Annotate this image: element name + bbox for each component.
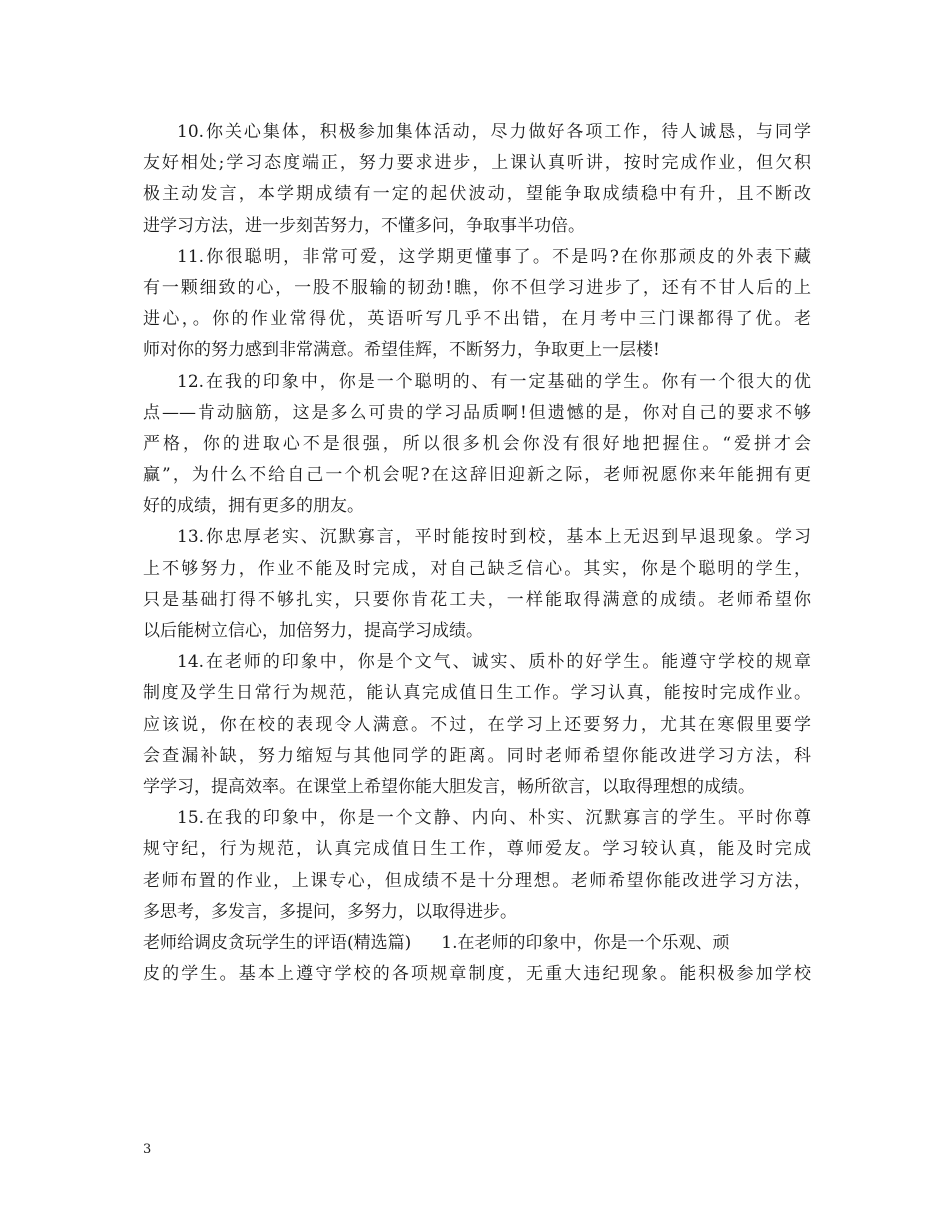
page-number: 3 [143, 1142, 152, 1157]
comment-paragraph [143, 803, 811, 928]
paragraph-line: 会查漏补缺，努力缩短与其他同学的距离。同时老师希望你能改进学习方法，科 [143, 745, 811, 766]
paragraph-line: 有一颗细致的心，一股不服输的韧劲!瞧，你不但学习进步了，还有不甘人后的上 [143, 277, 811, 298]
section-heading-line [143, 928, 811, 959]
comment-paragraph [143, 367, 811, 523]
paragraph-line: 师对你的努力感到非常满意。希望佳辉，不断努力，争取更上一层楼! [143, 340, 660, 361]
comment-paragraph [143, 522, 811, 647]
paragraph-line: 友好相处;学习态度端正，努力要求进步，上课认真听讲，按时完成作业，但欠积 [143, 153, 811, 174]
section-continuation-line: 皮的学生。基本上遵守学校的各项规章制度，无重大违纪现象。能积极参加学校 [143, 964, 811, 985]
paragraph-line: 赢”，为什么不给自己一个机会呢?在这辞旧迎新之际，老师祝愿你来年能拥有更 [143, 465, 811, 486]
paragraph-line: 制度及学生日常行为规范，能认真完成值日生工作。学习认真，能按时完成作业。 [143, 683, 811, 704]
paragraph-line: 多思考，多发言，多提问，多努力，以取得进步。 [143, 901, 517, 922]
paragraph-line: 好的成绩，拥有更多的朋友。 [143, 496, 364, 517]
paragraph-line: 老师布置的作业，上课专心，但成绩不是十分理想。老师希望你能改进学习方法， [143, 870, 811, 891]
paragraph-line: 规守纪，行为规范，认真完成值日生工作，尊师爱友。学习较认真，能及时完成 [143, 839, 811, 860]
section-heading: 老师给调皮贪玩学生的评语(精选篇) [143, 933, 412, 954]
paragraph-line: 15.在我的印象中，你是一个文静、内向、朴实、沉默寡言的学生。平时你尊 [177, 808, 811, 829]
comment-paragraph [143, 647, 811, 803]
paragraph-line: 点——肯动脑筋，这是多么可贵的学习品质啊!但遗憾的是，你对自己的要求不够 [143, 402, 811, 423]
paragraph-line: 严格，你的进取心不是很强，所以很多机会你没有很好地把握住。“爱拼才会 [143, 433, 811, 454]
paragraph-line: 以后能树立信心，加倍努力，提高学习成绩。 [143, 621, 483, 641]
document-body [143, 117, 811, 928]
paragraph-line: 应该说，你在校的表现令人满意。不过，在学习上还要努力，尤其在寒假里要学 [143, 714, 811, 735]
comment-paragraph [143, 117, 811, 242]
paragraph-line: 上不够努力，作业不能及时完成，对自己缺乏信心。其实，你是个聪明的学生， [143, 558, 811, 579]
paragraph-line: 12.在我的印象中，你是一个聪明的、有一定基础的学生。你有一个很大的优 [177, 371, 811, 392]
paragraph-line: 进心，。你的作业常得优，英语听写几乎不出错，在月考中三门课都得了优。老 [143, 309, 811, 330]
paragraph-line: 11.你很聪明，非常可爱，这学期更懂事了。不是吗?在你那顽皮的外表下藏 [177, 246, 811, 267]
comment-paragraph [143, 242, 811, 367]
paragraph-line: 进学习方法，进一步刻苦努力，不懂多问，争取事半功倍。 [143, 215, 585, 236]
paragraph-line: 学学习，提高效率。在课堂上希望你能大胆发言，畅所欲言，以取得理想的成绩。 [143, 776, 755, 797]
paragraph-line: 14.在老师的印象中，你是个文气、诚实、质朴的好学生。能遵守学校的规章 [177, 652, 811, 673]
paragraph-line: 只是基础打得不够扎实，只要你肯花工夫，一样能取得满意的成绩。老师希望你 [143, 589, 811, 610]
paragraph-line: 10.你关心集体，积极参加集体活动，尽力做好各项工作，待人诚恳，与同学 [177, 122, 811, 142]
section-first-line: 1.在老师的印象中，你是一个乐观、顽 [441, 933, 730, 954]
paragraph-line: 13.你忠厚老实、沉默寡言，平时能按时到校，基本上无迟到早退现象。学习 [177, 527, 811, 548]
paragraph-line: 极主动发言，本学期成绩有一定的起伏波动，望能争取成绩稳中有升，且不断改 [143, 184, 811, 205]
